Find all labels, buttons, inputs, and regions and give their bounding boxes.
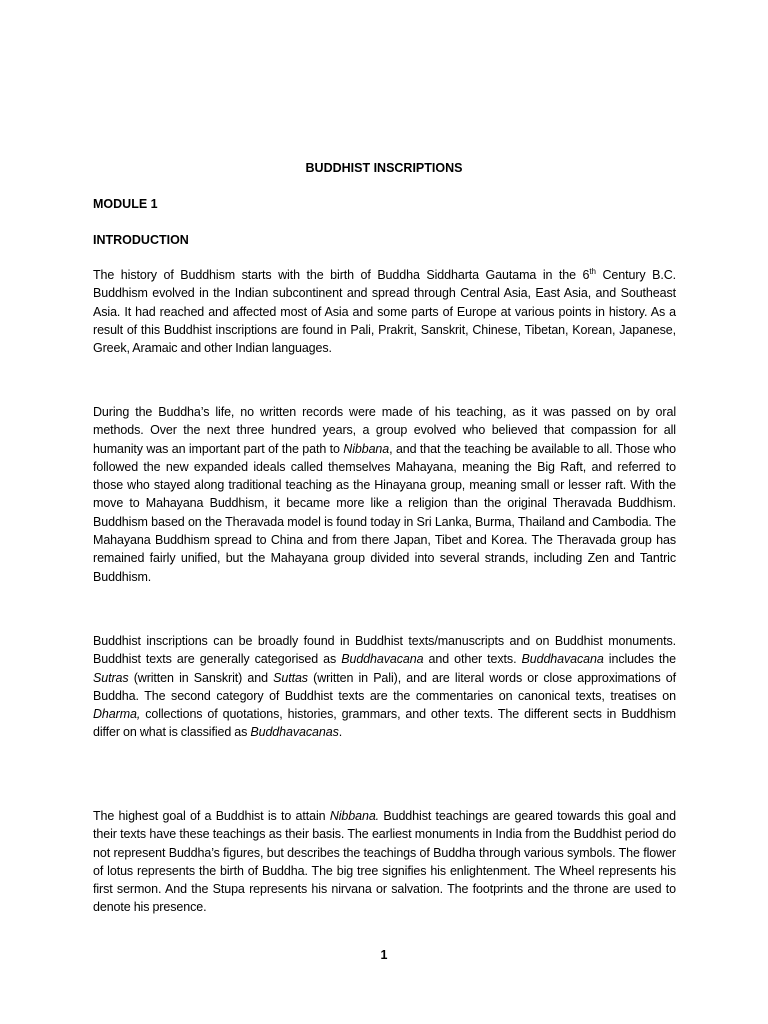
text-run: During the Buddha’s life, no written records were made of his teaching, as it was passed on by oral methods. Over the next three hundred years, a group evolved who believed that compassion for all humanity was an important part of the path to [93, 405, 676, 456]
italic-term: Buddhavacana [521, 652, 604, 667]
paragraph-schools [93, 403, 676, 586]
page-number: 1 [380, 948, 388, 962]
text-run: , and that the teaching be available to all. Those who followed the new expanded ideals called themselves Mahayana, meaning the Big Raft, and referred to those who stayed along traditional teaching as the Hinayana group, meaning small or lesser raft. With the move to Mahayana Buddhism, it became more like a religion than the original Theravada Buddhism. Buddhism based on the Theravada model is found today in Sri Lanka, Burma, Thailand and Cambodia. The Mahayana Buddhism spread to China and from there Japan, Tibet and Korea. The Theravada group has remained fairly unified, but the Mahayana group divided into several strands, including Zen and Tantric Buddhism. [93, 441, 676, 584]
italic-term: Buddhavacana [341, 652, 424, 667]
italic-term: Nibbana [343, 441, 390, 456]
text-run: and other texts. [423, 652, 522, 667]
text-run: (written in Sanskrit) and [128, 670, 274, 685]
text-run: (written in Pali), and are literal words or close approximations of Buddha. The second category of Buddhist texts are the commentaries on canonical texts, treatises on [93, 670, 677, 703]
superscript: th [589, 266, 596, 276]
italic-term: Sutras [93, 670, 129, 685]
text-run: Buddhist inscriptions can be broadly found in Buddhist texts/manuscripts and on Buddhist monuments. Buddhist texts are generally categorised as [93, 634, 676, 667]
text-run: The highest goal of a Buddhist is to attain [93, 809, 330, 823]
italic-term: Suttas [273, 670, 308, 685]
italic-term: Dharma, [93, 707, 141, 722]
paragraph-texts [93, 632, 676, 742]
text-run: Buddhist teachings are geared towards this goal and their texts have these teachings as their basis. The earliest monuments in India from the Buddhist period do not represent Buddha’s figures, but describes the teachings of Buddha through various symbols. The flower of lotus represents the birth of Buddha. The big tree signifies his enlightenment. The Wheel represents his first sermon. And the Stupa represents his nirvana or salvation. The footprints and the throne are used to denote his presence. [93, 809, 676, 915]
italic-term: Buddhavacanas [250, 725, 339, 740]
text-run: includes the [603, 652, 676, 667]
paragraph-history [93, 266, 676, 357]
italic-term: Nibbana. [329, 809, 380, 823]
paragraph-goal [93, 807, 676, 917]
section-heading: INTRODUCTION [93, 233, 189, 247]
text-run: collections of quotations, histories, grammars, and other texts. The different sects in Buddhism differ on what is classified as [93, 707, 676, 740]
text-run: . [338, 725, 343, 740]
module-heading: MODULE 1 [93, 197, 158, 211]
text-run: Century B.C. Buddhism evolved in the Indian subcontinent and spread through Central Asia, East Asia, and Southeast Asia. It had reached and affected most of Asia and some parts of Europe at various points in history. As a result of this Buddhist inscriptions are found in Pali, Prakrit, Sanskrit, Chinese, Tibetan, Korean, Japanese, Greek, Aramaic and other Indian languages. [93, 268, 677, 356]
document-title: BUDDHIST INSCRIPTIONS [305, 161, 463, 175]
text-run: The history of Buddhism starts with the birth of Buddha Siddharta Gautama in the 6 [93, 268, 590, 282]
